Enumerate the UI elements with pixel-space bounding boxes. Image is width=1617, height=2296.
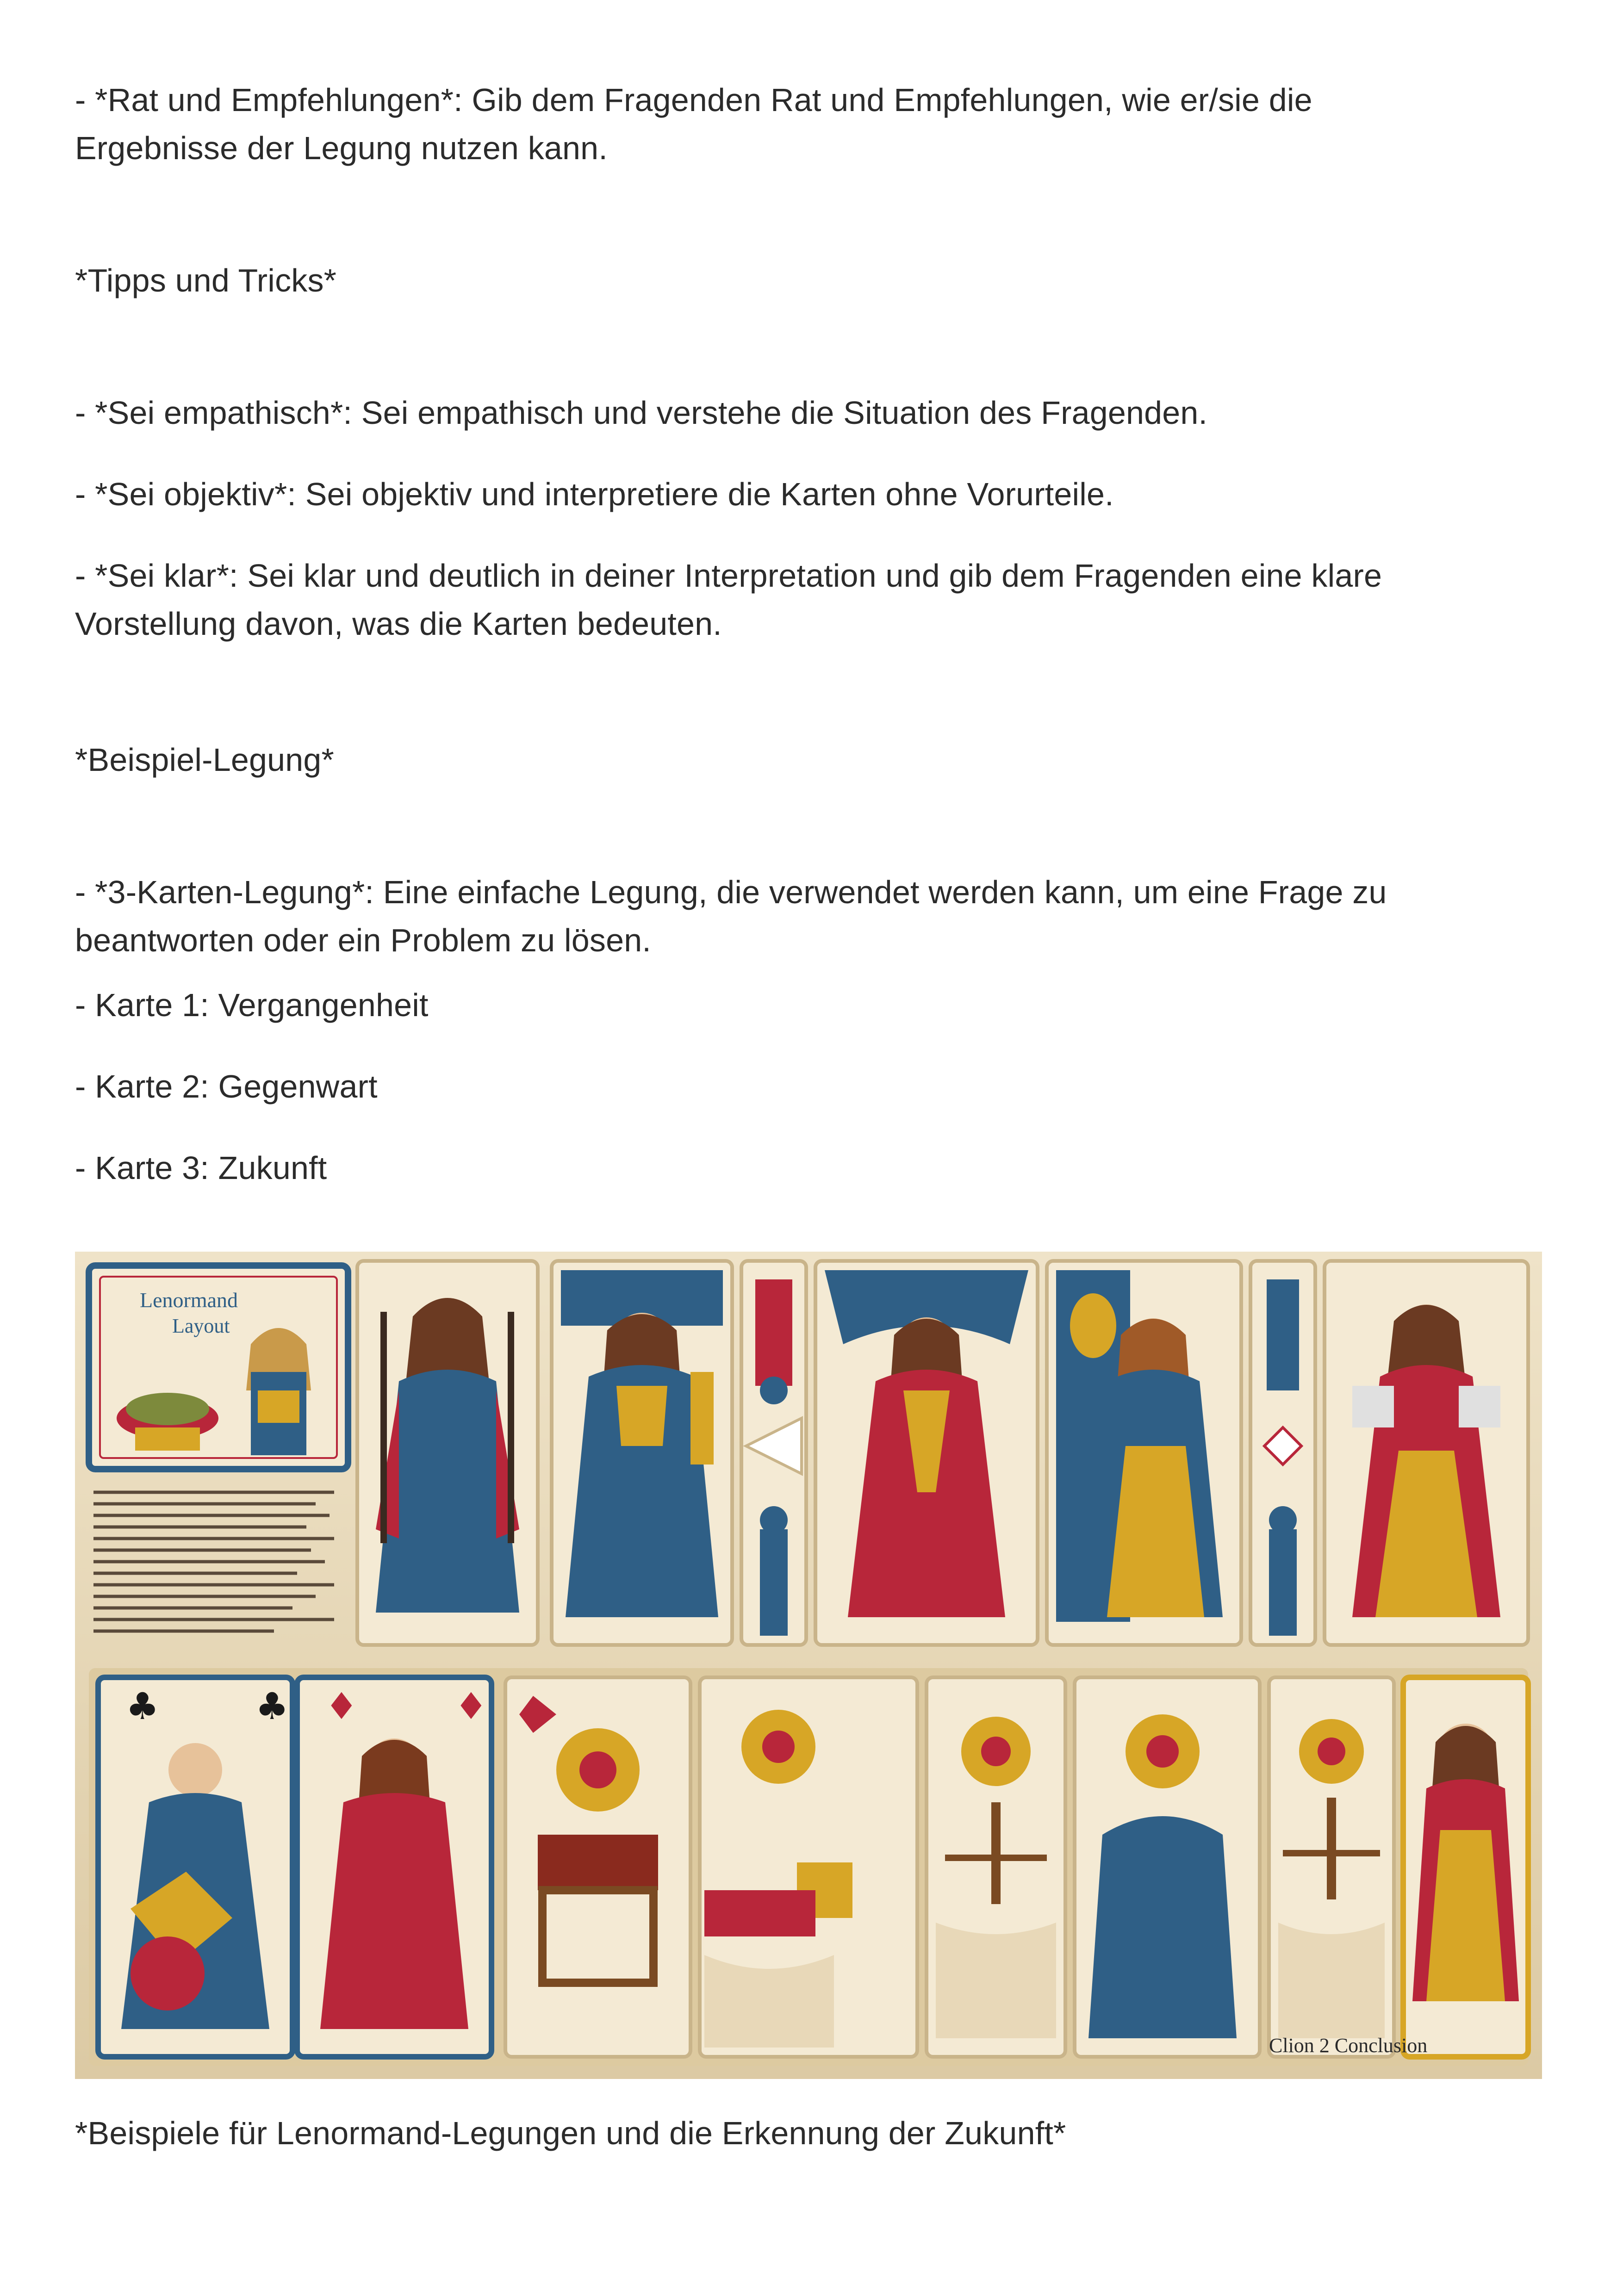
card-bottom-5 bbox=[927, 1677, 1065, 2057]
three-card-spread-line2: beantworten oder ein Problem zu lösen. bbox=[75, 922, 652, 958]
card-top-2 bbox=[552, 1261, 732, 1645]
card-bottom-2 bbox=[297, 1677, 491, 2057]
lenormand-illustration bbox=[75, 1252, 1542, 2079]
card-top-small-2 bbox=[1250, 1261, 1315, 1645]
card-bottom-8 bbox=[1403, 1677, 1528, 2057]
card-1-item: - Karte 1: Vergangenheit bbox=[75, 987, 429, 1023]
top-row-cards bbox=[357, 1261, 1528, 1645]
card-2-item: - Karte 2: Gegenwart bbox=[75, 1068, 378, 1105]
bottom-row-cards bbox=[89, 1668, 1528, 2066]
advice-bullet-line2: Ergebnisse der Legung nutzen kann. bbox=[75, 130, 608, 166]
panel-title-line1: Lenormand bbox=[140, 1288, 238, 1312]
card-bottom-1 bbox=[98, 1677, 292, 2057]
card-3-item: - Karte 3: Zukunft bbox=[75, 1150, 327, 1186]
card-top-small-1 bbox=[741, 1261, 806, 1645]
layout-info-panel bbox=[89, 1266, 348, 1469]
image-caption: *Beispiele für Lenormand-Legungen und die Erkennung der Zukunft* bbox=[75, 2115, 1066, 2151]
club-suit-right: ♣ bbox=[255, 1685, 289, 1728]
tip-clear-line2: Vorstellung davon, was die Karten bedeuten. bbox=[75, 606, 722, 642]
card-bottom-4 bbox=[700, 1677, 917, 2057]
diamond-suit-right: ♦ bbox=[454, 1685, 488, 1728]
advice-bullet-line1: - *Rat und Empfehlungen*: Gib dem Fragenden Rat und Empfehlungen, wie er/sie die bbox=[75, 82, 1312, 118]
conclusion-label: Clion 2 Conclusion bbox=[1269, 2034, 1428, 2057]
card-top-3 bbox=[815, 1261, 1038, 1645]
card-bottom-3 bbox=[505, 1677, 690, 2057]
card-bottom-6 bbox=[1075, 1677, 1260, 2057]
lenormand-layout-image bbox=[75, 1252, 1542, 2079]
tip-objective: - *Sei objektiv*: Sei objektiv und interpretiere die Karten ohne Vorurteile. bbox=[75, 476, 1114, 512]
club-suit-left: ♣ bbox=[126, 1685, 159, 1728]
diamond-suit-left: ♦ bbox=[325, 1685, 358, 1728]
card-bottom-7 bbox=[1269, 1677, 1394, 2057]
three-card-spread-line1: - *3-Karten-Legung*: Eine einfache Legung, die verwendet werden kann, um eine Frage zu bbox=[75, 874, 1387, 910]
card-top-5 bbox=[1325, 1261, 1528, 1645]
panel-title-line2: Layout bbox=[172, 1315, 230, 1337]
card-top-1 bbox=[357, 1261, 538, 1645]
tip-empathic: - *Sei empathisch*: Sei empathisch und verstehe die Situation des Fragenden. bbox=[75, 395, 1208, 431]
tips-heading: *Tipps und Tricks* bbox=[75, 262, 337, 298]
card-top-4 bbox=[1047, 1261, 1241, 1645]
tip-clear-line1: - *Sei klar*: Sei klar und deutlich in deiner Interpretation und gib dem Fragenden eine klare bbox=[75, 558, 1382, 594]
example-heading: *Beispiel-Legung* bbox=[75, 742, 334, 778]
